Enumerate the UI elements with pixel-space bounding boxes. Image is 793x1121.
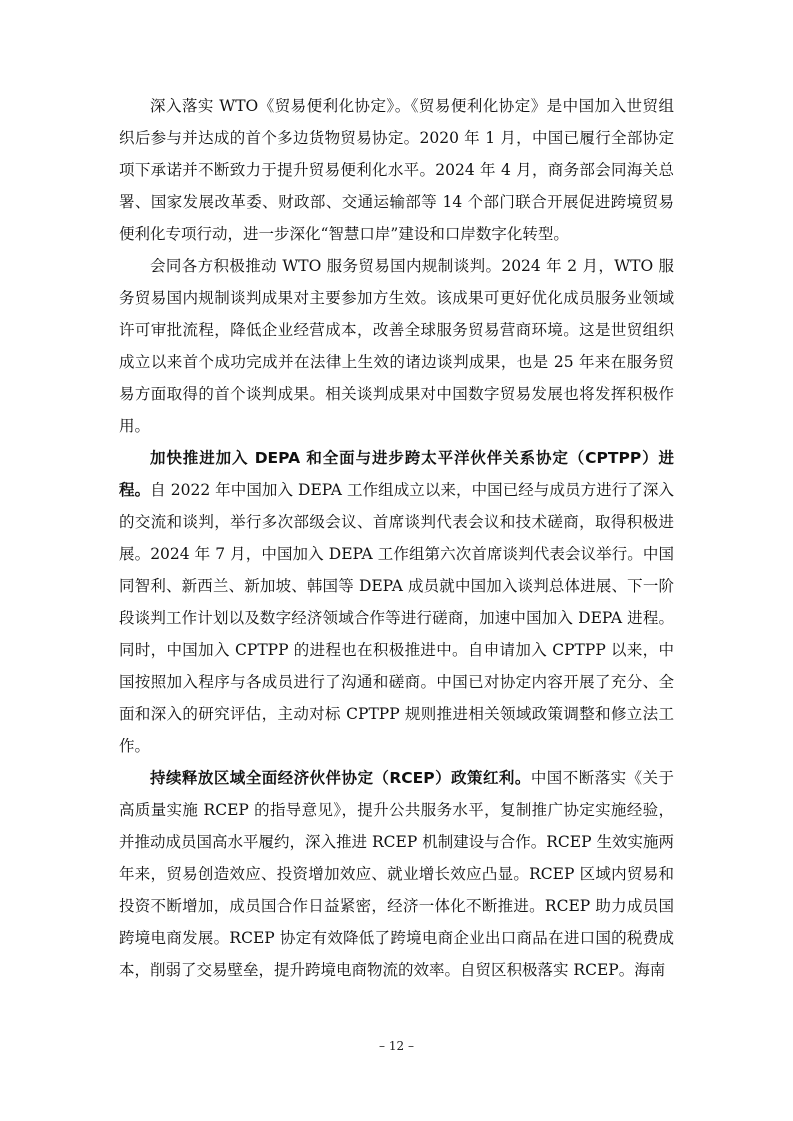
paragraph-text: 自 2022 年中国加入 DEPA 工作组成立以来，中国已经与成员方进行了深入的交流和谈判，举行多次部级会议、首席谈判代表会议和技术磋商，取得积极进展。2024 年 7 月，中国加入 DEPA 工作组第六次首席谈判代表会议举行。中国同智利、新西兰、新加坡、韩国等 DEPA 成员就中国加入谈判总体进展、下一阶段谈判工作计划以及数字经济领域合作等进行磋商，加速中国加入 DEPA 进程。同时，中国加入 CPTPP 的进程也在积极推进中。自申请加入 CPTPP 以来，中国按照加入程序与各成员进行了沟通和磋商。中国已对协定内容开展了充分、全面和深入的研究评估，主动对标 CPTPP 规则推进相关领域政策调整和修立法工作。 (119, 481, 674, 755)
paragraph-wto-services-regulation (119, 250, 674, 442)
page-number: – 12 – (379, 1039, 414, 1053)
paragraph-text: 会同各方积极推动 WTO 服务贸易国内规制谈判。2024 年 2 月，WTO 服务贸易国内规制谈判成果对主要参加方生效。该成果可更好优化成员服务业领域许可审批流程，降低企业经营成本，改善全球服务贸易营商环境。这是世贸组织成立以来首个成功完成并在法律上生效的诸边谈判成果，也是 25 年来在服务贸易方面取得的首个谈判成果。相关谈判成果对中国数字贸易发展也将发挥积极作用。 (119, 257, 674, 435)
paragraph-rcep (119, 762, 674, 986)
paragraph-lead-bold: 持续释放区域全面经济伙伴协定（RCEP）政策红利。 (150, 769, 531, 787)
paragraph-text: 深入落实 WTO《贸易便利化协定》。《贸易便利化协定》是中国加入世贸组织后参与并达成的首个多边货物贸易协定。2020 年 1 月，中国已履行全部协定项下承诺并不断致力于提升贸易便利化水平。2024 年 4 月，商务部会同海关总署、国家发展改革委、财政部、交通运输部等 14 个部门联合开展促进跨境贸易便利化专项行动，进一步深化“智慧口岸”建设和口岸数字化转型。 (119, 97, 674, 243)
paragraph-wto-trade-facilitation (119, 90, 674, 250)
paragraph-lead-bold: 加快推进加入 DEPA 和全面与进步跨太平洋伙伴关系协定（CPTPP）进程。 (119, 449, 674, 499)
paragraph-text: 中国不断落实《关于高质量实施 RCEP 的指导意见》，提升公共服务水平，复制推广协定实施经验，并推动成员国高水平履约，深入推进 RCEP 机制建设与合作。RCEP 生效实施两年来，贸易创造效应、投资增加效应、就业增长效应凸显。RCEP 区域内贸易和投资不断增加，成员国合作日益紧密，经济一体化不断推进。RCEP 助力成员国跨境电商发展。RCEP 协定有效降低了跨境电商企业出口商品在进口国的税费成本，削弱了交易壁垒，提升跨境电商物流的效率。自贸区积极落实 RCEP。海南 (119, 769, 674, 979)
body-text (119, 90, 674, 986)
paragraph-depa-cptpp (119, 442, 674, 762)
